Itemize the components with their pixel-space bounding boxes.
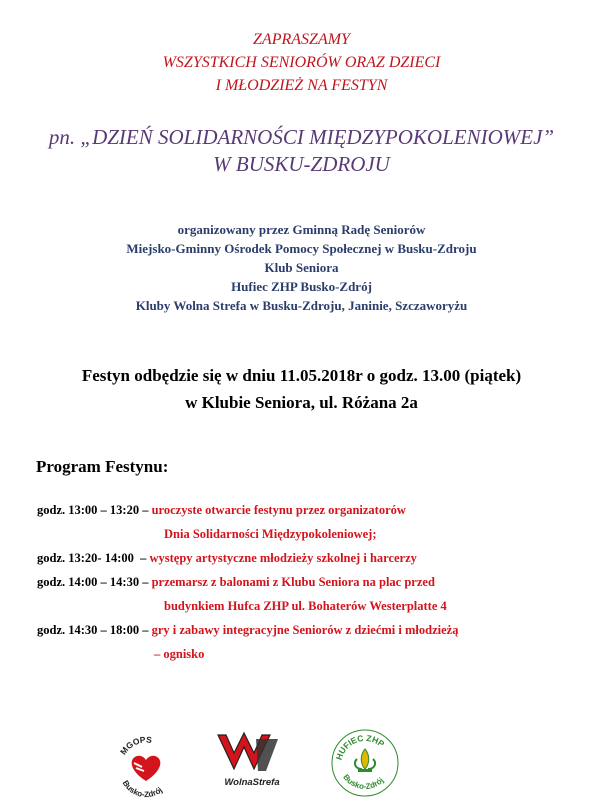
event-title-line-1: pn. „DZIEŃ SOLIDARNOŚCI MIĘDZYPOKOLENIOWEJ” bbox=[48, 125, 555, 149]
date-location bbox=[0, 362, 603, 416]
program-desc-dash: – bbox=[154, 647, 164, 661]
logos-row bbox=[0, 725, 603, 805]
program-item bbox=[37, 498, 597, 522]
wolna-strefa-text: WolnaStrefa bbox=[224, 777, 280, 788]
program-time: godz. 14:30 – 18:00 bbox=[37, 623, 140, 637]
program-dash: – bbox=[133, 551, 150, 565]
program-desc-cont: budynkiem Hufca ZHP ul. Bohaterów Westerplatte 4 bbox=[164, 599, 447, 613]
svg-text:Busko-Zdrój bbox=[121, 779, 164, 799]
event-title bbox=[0, 124, 603, 178]
program-time: godz. 14:00 – 14:30 bbox=[37, 575, 140, 589]
program-desc-cont: Dnia Solidarności Międzypokoleniowej; bbox=[164, 527, 377, 541]
program-item-continuation bbox=[37, 594, 597, 618]
mgops-logo bbox=[110, 727, 182, 799]
program-desc: uroczyste otwarcie festynu przez organizatorów bbox=[151, 503, 406, 517]
program-item bbox=[37, 570, 597, 594]
zhp-top-text: HUFIEC ZHP bbox=[333, 732, 387, 762]
organizers-block bbox=[0, 220, 603, 315]
organizer-line-4: Hufiec ZHP Busko-Zdrój bbox=[231, 279, 372, 294]
program-item bbox=[37, 546, 597, 570]
event-title-line-2: W BUSKU-ZDROJU bbox=[213, 152, 390, 176]
program-desc: występy artystyczne młodzieży szkolnej i harcerzy bbox=[149, 551, 417, 565]
organizer-line-3: Klub Seniora bbox=[264, 260, 339, 275]
zhp-logo bbox=[327, 725, 403, 801]
mgops-top-text: MGOPS bbox=[117, 734, 153, 757]
program-list bbox=[37, 498, 597, 666]
header-line-2: WSZYSTKICH SENIORÓW ORAZ DZIECI bbox=[162, 54, 441, 71]
organizer-line-2: Miejsko-Gminny Ośrodek Pomocy Społecznej w Busku-Zdroju bbox=[126, 241, 477, 256]
program-desc-cont: ognisko bbox=[163, 647, 205, 661]
program-dash: – bbox=[139, 575, 152, 589]
program-desc: gry i zabawy integracyjne Seniorów z dziećmi i młodzieżą bbox=[151, 623, 459, 637]
program-time: godz. 13:20- 14:00 bbox=[37, 551, 134, 565]
heart-icon bbox=[132, 756, 161, 781]
mgops-bottom-text: Busko-Zdrój bbox=[120, 778, 165, 799]
program-item bbox=[37, 618, 597, 642]
invitation-header bbox=[0, 28, 603, 97]
program-item-continuation bbox=[37, 642, 597, 666]
organizer-line-1: organizowany przez Gminną Radę Seniorów bbox=[177, 222, 426, 237]
svg-text:MGOPS bbox=[118, 734, 153, 756]
location-line: w Klubie Seniora, ul. Różana 2a bbox=[185, 393, 418, 412]
zhp-bottom-text: Busko-Zdrój bbox=[341, 772, 386, 792]
header-line-1: ZAPRASZAMY bbox=[253, 31, 350, 48]
program-desc: przemarsz z balonami z Klubu Seniora na plac przed bbox=[151, 575, 435, 589]
header-line-3: I MŁODZIEŻ NA FESTYN bbox=[215, 77, 388, 94]
date-line: Festyn odbędzie się w dniu 11.05.2018r o godz. 13.00 (piątek) bbox=[81, 366, 522, 385]
organizer-line-5: Kluby Wolna Strefa w Busku-Zdroju, Janinie, Szczaworyżu bbox=[135, 298, 468, 313]
ws-emblem-icon bbox=[218, 733, 278, 771]
program-dash: – bbox=[139, 623, 152, 637]
wolna-strefa-logo bbox=[212, 729, 292, 793]
program-item-continuation bbox=[37, 522, 597, 546]
program-dash: – bbox=[139, 503, 152, 517]
program-time: godz. 13:00 – 13:20 bbox=[37, 503, 140, 517]
program-title: Program Festynu: bbox=[36, 457, 169, 476]
